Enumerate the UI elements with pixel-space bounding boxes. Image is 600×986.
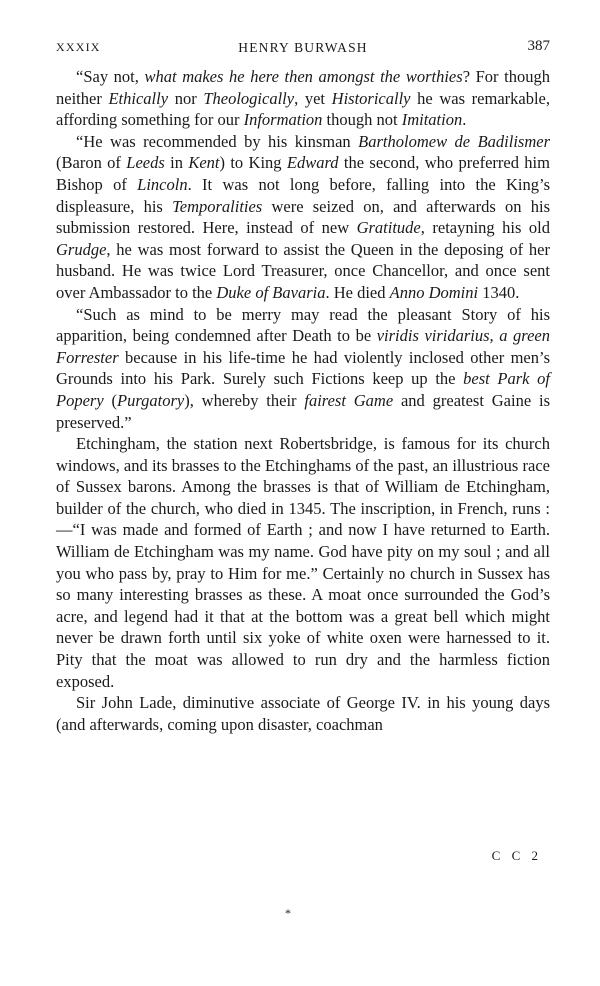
paragraph	[56, 66, 550, 131]
text-run: 1340.	[478, 282, 520, 302]
text-run: the second, who preferred him Bishop of	[56, 153, 550, 194]
text-run: though not	[322, 110, 402, 130]
text-run: “Say not,	[76, 67, 145, 86]
italic-run: Ethically	[108, 88, 169, 108]
text-run: ), whereby their	[184, 390, 305, 410]
text-run: “He was recommended by his kinsman	[76, 131, 359, 151]
italic-run: fairest Game	[304, 390, 394, 410]
running-head	[56, 38, 550, 60]
paragraph	[56, 131, 550, 304]
italic-run: Gratitude	[356, 218, 421, 238]
text-run: (	[103, 390, 117, 410]
text-run: ? For though neither	[56, 67, 550, 108]
text-run: . It was not long before, falling into the King’s displeasure, his	[56, 174, 550, 216]
text-run: in	[164, 153, 189, 173]
body-text	[56, 66, 550, 735]
paragraph	[56, 692, 550, 735]
signature-mark: C C 2	[491, 848, 542, 863]
text-run: because in his life-time he had violently inclosed other men’s Grounds into his Park. Surely such Fictions keep up the	[56, 347, 550, 389]
italic-run: what makes he here then amongst the worthies	[144, 67, 463, 86]
text-run: were seized on, and afterwards on his submission restored. Here, instead of new	[56, 196, 550, 238]
italic-run: Leeds	[126, 153, 165, 173]
text-run: “Such as mind to be merry may read the pleasant Story of his apparition, being condemned after Death to be	[56, 304, 550, 346]
text-run: , yet	[294, 88, 332, 108]
text-run: (Baron of	[56, 153, 127, 173]
paragraph	[56, 433, 550, 692]
italic-run: Information	[243, 110, 323, 130]
footer-mark: *	[285, 906, 291, 920]
text-run: he was remarkable, affording something for our	[56, 88, 551, 130]
italic-run: viridis viridarius, a green Forrester	[56, 326, 550, 367]
italic-run: best Park of Popery	[56, 369, 550, 410]
italic-run: Historically	[331, 88, 411, 108]
italic-run: Anno Domini	[389, 282, 479, 302]
italic-run: Theologically	[203, 88, 295, 108]
italic-run: Kent	[188, 153, 220, 173]
running-title: HENRY BURWASH	[238, 40, 368, 55]
italic-run: Temporalities	[172, 196, 263, 216]
italic-run: Grudge	[56, 239, 107, 259]
paragraph	[56, 304, 550, 434]
text-run: , retayning his old	[420, 218, 550, 238]
page-number: 387	[527, 38, 550, 54]
text-run: ) to King	[219, 153, 287, 173]
italic-run: Imitation	[401, 110, 463, 130]
text-run: .	[462, 110, 467, 130]
text-run: Sir John Lade, diminutive associate of George IV. in his young days (and afterwards, coming upon disaster, coachman	[56, 693, 550, 734]
italic-run: Purgatory	[116, 390, 185, 410]
italic-run: Bartholomew de Badilismer	[358, 131, 550, 151]
italic-run: Lincoln	[137, 174, 188, 194]
italic-run: Duke of Bavaria	[216, 282, 326, 302]
book-page	[56, 38, 550, 735]
text-run: and greatest Gaine is preserved.”	[56, 390, 550, 432]
text-run: Etchingham, the station next Robertsbridge, is famous for its church windows, and its brasses to the Etchinghams of the past, an illustrious race of Sussex barons. Among the brasses is that of William de Etchingham, builder of the church, who died in 1345. The inscription, in French, runs :—“I was made and formed of Earth ; and now I have returned to Earth. William de Etchingham was my name. God have pity on my soul ; and all you who pass by, pray to Him for me.” Certainly no church in Sussex has so many interesting brasses as these. A moat once surrounded the God’s acre, and legend had it that at the bottom was a great bell which might never be drawn forth until six yoke of white oxen were harnessed to it. Pity that the moat was allowed to run dry and the harmless fiction exposed.	[56, 434, 550, 691]
chapter-numeral: XXXIX	[56, 40, 101, 54]
text-run: , he was most forward to assist the Queen in the deposing of her husband. He was twice Lord Treasurer, once Chancellor, and once sent over Ambassador to the	[56, 239, 550, 302]
italic-run: Edward	[286, 153, 339, 173]
text-run: . He died	[325, 282, 390, 302]
text-run: nor	[168, 88, 204, 108]
